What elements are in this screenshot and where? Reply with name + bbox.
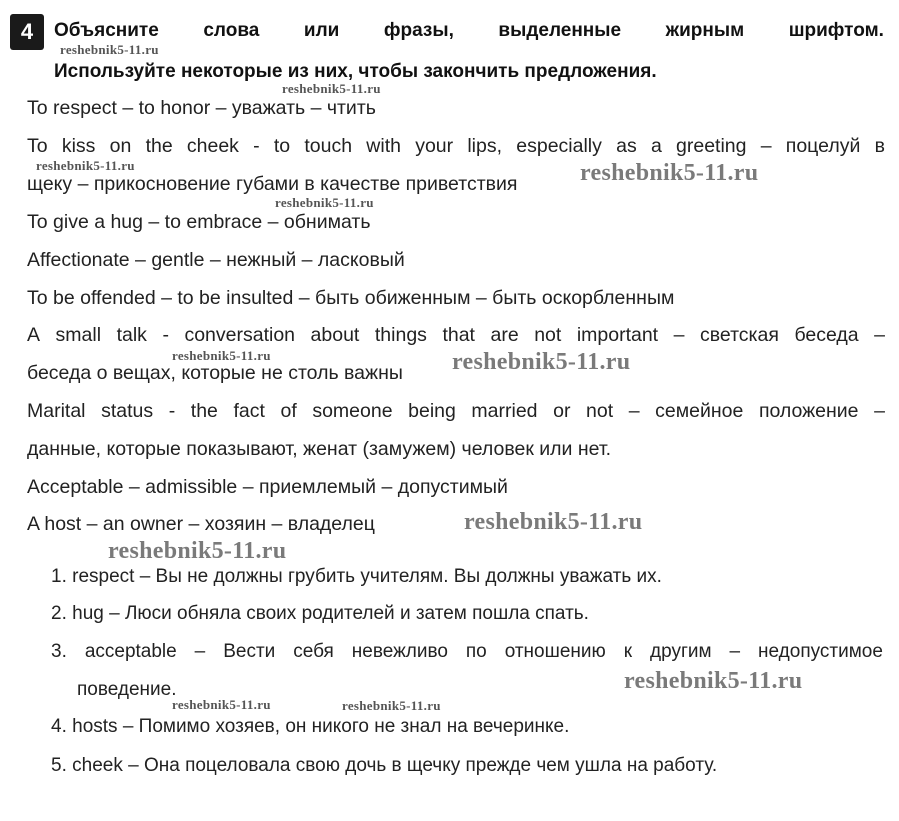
watermark: reshebnik5-11.ru — [464, 509, 643, 535]
watermark: reshebnik5-11.ru — [172, 348, 271, 363]
watermark: reshebnik5-11.ru — [36, 158, 135, 173]
instruction-line-2: Используйте некоторые из них, чтобы закончить предложения. — [54, 61, 657, 82]
definition-kiss-cheek-line2: щеку – прикосновение губами в качестве приветствия — [27, 173, 518, 195]
definition-small-talk-line1: A small talk - conversation about things that are not important – светская беседа – — [27, 324, 885, 346]
definition-marital-status-line2: данные, которые показывают, женат (замужем) человек или нет. — [27, 438, 612, 460]
watermark: reshebnik5-11.ru — [172, 697, 271, 712]
watermark: reshebnik5-11.ru — [342, 698, 441, 713]
word: шрифтом. — [788, 20, 884, 41]
word: выделенные — [498, 20, 622, 41]
sentence-2: 2. hug – Люси обняла своих родителей и затем пошла спать. — [51, 603, 589, 624]
word: жирным — [665, 20, 745, 41]
word: слова — [203, 20, 260, 41]
sentence-3-line1: 3. acceptable – Вести себя невежливо по отношению к другим – недопустимое — [51, 641, 883, 662]
watermark: reshebnik5-11.ru — [108, 538, 287, 564]
instruction-line-1 — [54, 20, 884, 42]
definition-affectionate: Affectionate – gentle – нежный – ласковый — [27, 249, 405, 271]
watermark: reshebnik5-11.ru — [580, 160, 759, 186]
definition-offended: To be offended – to be insulted – быть обиженным – быть оскорбленным — [27, 287, 675, 309]
definition-host: A host – an owner – хозяин – владелец — [27, 513, 375, 535]
word: фразы, — [383, 20, 454, 41]
sentence-5: 5. cheek – Она поцеловала свою дочь в щечку прежде чем ушла на работу. — [51, 755, 718, 776]
watermark: reshebnik5-11.ru — [624, 668, 803, 694]
sentence-4: 4. hosts – Помимо хозяев, он никого не знал на вечеринке. — [51, 716, 570, 737]
sentence-3-line2: поведение. — [77, 679, 177, 700]
sentence-1: 1. respect – Вы не должны грубить учителям. Вы должны уважать их. — [51, 566, 662, 587]
task-number-badge: 4 — [10, 14, 44, 50]
definition-small-talk-line2: беседа о вещах, которые не столь важны — [27, 362, 403, 384]
definition-kiss-cheek-line1: To kiss on the cheek - to touch with your lips, especially as a greeting – поцелуй в — [27, 135, 885, 157]
word: или — [303, 20, 340, 41]
watermark: reshebnik5-11.ru — [452, 349, 631, 375]
watermark: reshebnik5-11.ru — [282, 81, 381, 96]
word: Объясните — [54, 20, 159, 41]
watermark: reshebnik5-11.ru — [60, 42, 159, 57]
definition-hug: To give a hug – to embrace – обнимать — [27, 211, 371, 233]
watermark: reshebnik5-11.ru — [275, 195, 374, 210]
definition-marital-status-line1: Marital status - the fact of someone being married or not – семейное положение – — [27, 400, 885, 422]
definition-respect: To respect – to honor – уважать – чтить — [27, 97, 376, 119]
definition-acceptable: Acceptable – admissible – приемлемый – допустимый — [27, 476, 508, 498]
